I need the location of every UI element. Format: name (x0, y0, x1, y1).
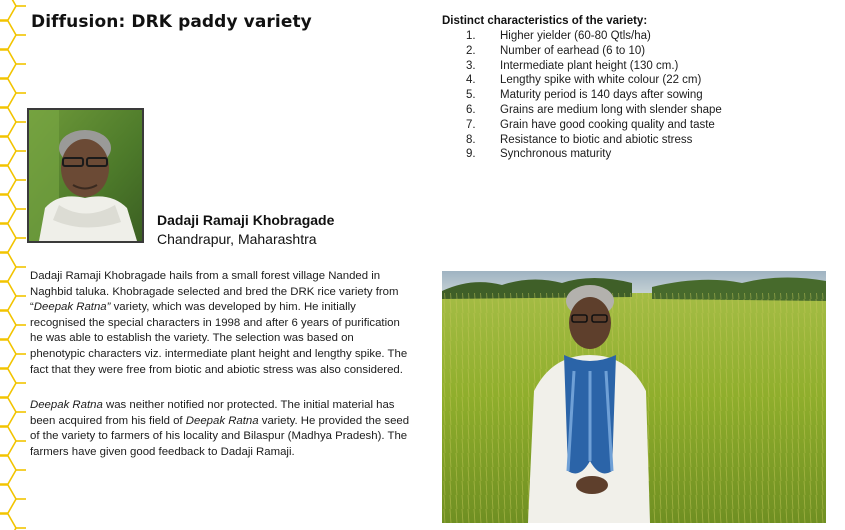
list-item-number: 1. (466, 30, 476, 42)
paragraph-2-italic-2: Deepak Ratna (185, 414, 259, 427)
honeycomb-border (0, 0, 30, 530)
list-item-text: Grain have good cooking quality and taste (500, 118, 715, 131)
list-item (466, 103, 722, 118)
list-item-text: Maturity period is 140 days after sowing (500, 89, 703, 102)
paragraph-2 (30, 398, 410, 460)
list-item (466, 118, 722, 133)
list-item-number: 6. (466, 103, 476, 116)
page-title: Diffusion: DRK paddy variety (31, 12, 312, 32)
list-item-number: 2. (466, 44, 476, 57)
list-item (466, 59, 722, 74)
list-item-number: 9. (466, 148, 476, 161)
list-item (466, 88, 722, 103)
list-item-text: Higher yielder (60-80 Qtls/ha) (500, 30, 651, 42)
characteristics-list (466, 29, 722, 162)
paragraph-2-italic-1: Deepak Ratna (30, 399, 103, 411)
list-item (466, 29, 722, 44)
paragraph-2-text-b: variety. He provided the seed of the variety to farmers of his locality and Bilaspur (Madhya Pradesh). The farmers have given good feedback to Dadaji Ramaji. (30, 414, 410, 458)
characteristics-heading: Distinct characteristics of the variety: (442, 15, 648, 27)
list-item-text: Lengthy spike with white colour (22 cm) (500, 74, 702, 87)
paragraph-1-text-b: variety, which was developed by him. He initially recognised the special characters in 1998 and after 6 years of purification he was able to establish the variety. The selection was based on phenotypic characters viz. intermediate plant height and lengthy spike. The fact that they were free from biotic and abiotic stress was also considered. (30, 301, 408, 376)
list-item-number: 3. (466, 59, 476, 72)
list-item-text: Number of earhead (6 to 10) (500, 44, 646, 57)
person-name: Dadaji Ramaji Khobragade (157, 212, 335, 228)
list-item-text: Intermediate plant height (130 cm.) (500, 59, 679, 72)
paragraph-1 (30, 269, 410, 378)
list-item (466, 147, 722, 162)
list-item (466, 44, 722, 59)
list-item (466, 133, 722, 148)
list-item-number: 7. (466, 118, 476, 131)
list-item-number: 8. (466, 133, 476, 146)
paragraph-1-italic: Deepak Ratna” (33, 301, 111, 314)
list-item-number: 5. (466, 89, 476, 102)
person-location: Chandrapur, Maharashtra (157, 231, 317, 247)
list-item-number: 4. (466, 74, 476, 87)
field-photo (442, 271, 826, 523)
portrait-photo (27, 108, 144, 243)
list-item (466, 73, 722, 88)
list-item-text: Grains are medium long with slender shape (500, 103, 722, 116)
paragraph-2-text-a: was neither notified nor protected. The initial material has been acquired from his field of (30, 399, 395, 427)
paragraph-1-text-a: Dadaji Ramaji Khobragade hails from a small forest village Nanded in Naghbid taluka. Khobragade selected and bred the DRK rice variety from “ (30, 270, 399, 314)
list-item-text: Resistance to biotic and abiotic stress (500, 133, 693, 146)
list-item-text: Synchronous maturity (500, 148, 612, 161)
